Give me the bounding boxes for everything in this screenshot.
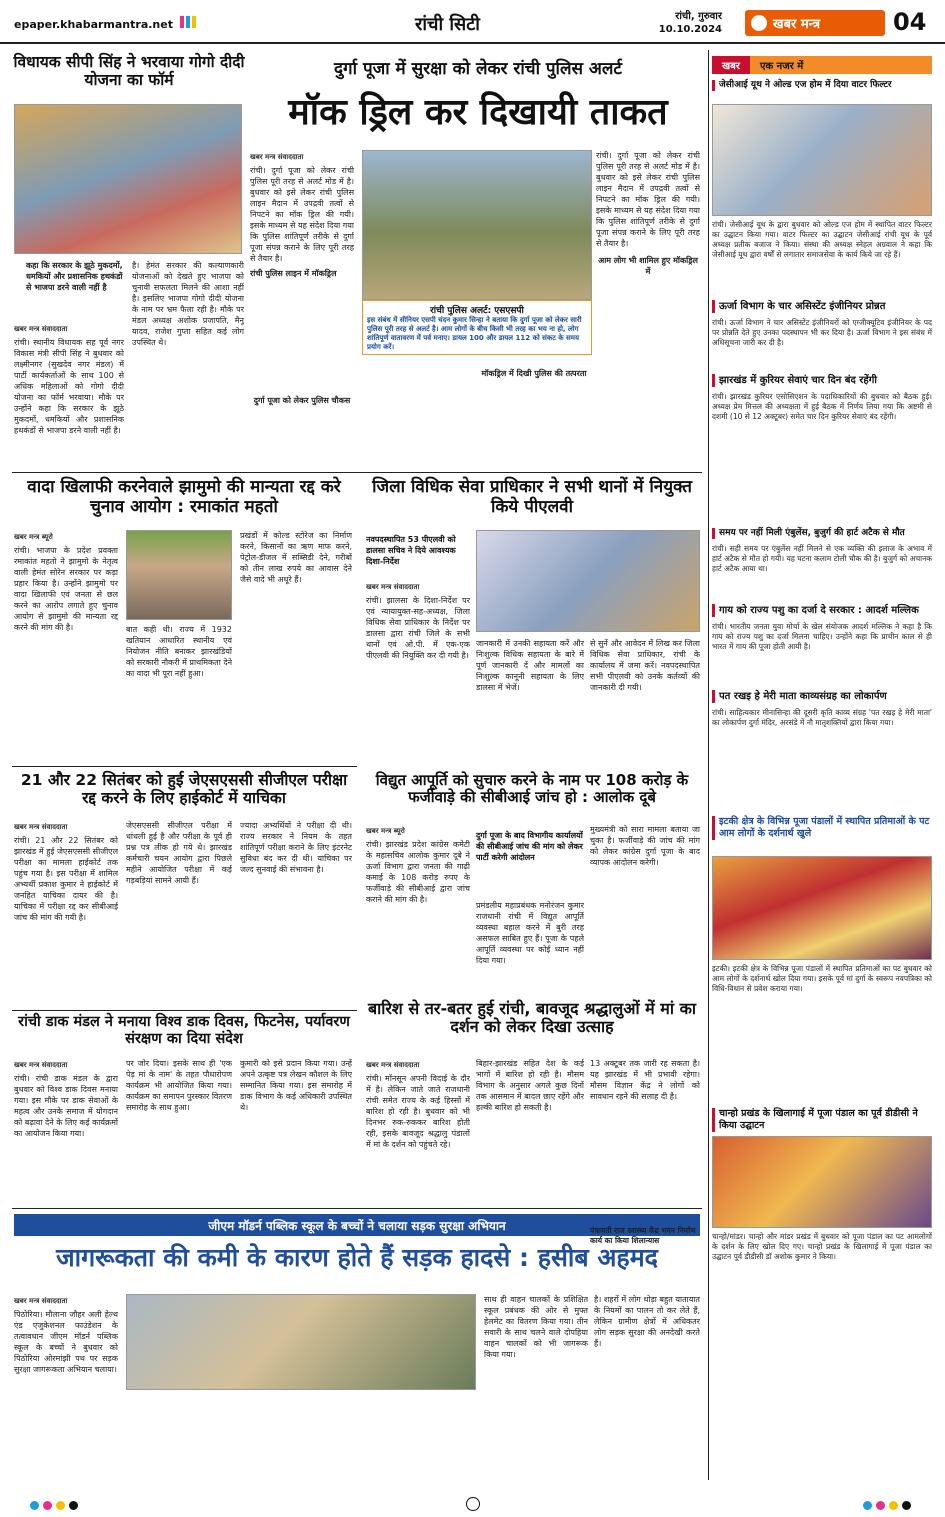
byline: खबर मन्त्र संवाददाता bbox=[250, 153, 304, 161]
news-courier-text: रांची। झारखंड कुरियर एसोसिएशन के पदाधिकारियों की बुधवार को बैठक हुई। अध्यक्ष प्रेम मित्तल की अध्यक्षता में हुई बैठक में निर्णय लिया गया कि अष्टमी से दशमी (10 से 12 अक्टूबर) समेत चार दिन कुरियर सेवाएं बंद रहेंगी। bbox=[712, 392, 932, 421]
headline-pilvi: जिला विधिक सेवा प्राधिकार ने सभी थानों में नियुक्त किये पीएलवी bbox=[372, 477, 692, 517]
news-kavya-title: पत रखइ हे मेरी माता काव्यसंग्रह का लोकार्पण bbox=[712, 690, 932, 703]
bijli-col1 bbox=[366, 824, 470, 905]
news-ambulance-title: समय पर नहीं मिली एंबुलेंस, बुजुर्ग की हार्ट अटैक से मौत bbox=[712, 528, 932, 539]
date: 10.10.2024 bbox=[658, 24, 722, 35]
body-text: रांची। झारखंड प्रदेश कांग्रेस कमेटी के महासचिव आलोक कुमार दूबे ने ऊर्जा विभाग द्वारा जनता की गाढ़ी कमाई के 108 करोड़ रुपए के फर्जीवाड़े की सीबीआई द्वारा जांच कराने की मांग की है। bbox=[366, 840, 470, 904]
registration-mark-icon bbox=[466, 1497, 480, 1511]
body-text: पिठोरिया। मौलाना जौहर अली हेल्थ एंड एजुकेशनल फाउंडेशन के तत्वावधान जीएम मॉडर्न पब्लिक स्कूल के बच्चों ने बुधवार को पिठोरिया ओरमांझी पथ पर सड़क सुरक्षा जागरूकता अभियान चलाया। bbox=[14, 1310, 118, 1374]
column-divider bbox=[708, 50, 709, 1480]
body-text: रांची। स्थानीय विधायक सह पूर्व नगर विकास मंत्री सीपी सिंह ने बुधवार को लक्ष्मीनगर (सुखदेव नगर मंडल) में पार्टी कार्यकर्ताओं के साथ 100 से अधिक महिलाओं को गोगो दीदी योजना का फॉर्म भरवाया। मौके पर उन्होंने कहा कि सरकार के झूठे मुकदमों, धमकियों और प्रशासनिक हथकंडों से भाजपा डरने वाली नहीं है। bbox=[14, 338, 124, 435]
bijli-col2: प्रमंडलीय महाप्रबंधक मनोरंजन कुमार राजधानी रांची में विद्युत आपूर्ति व्यवस्था बहाल करने में बुरी तरह असफल साबित हुए हैं। पूजा के पहले आपूर्ति व्यवस्था पर कोई ध्यान नहीं दिया गया। bbox=[476, 901, 584, 965]
main-col4 bbox=[596, 150, 700, 277]
news-courier-title: झारखंड में कुरियर सेवाएं चार दिन बंद रहेंगी bbox=[712, 374, 932, 387]
color-registration-right bbox=[863, 1495, 915, 1514]
news-gaay-title: गाय को राज्य पशु का दर्जा दे सरकार : आदर्श मल्लिक bbox=[712, 604, 932, 617]
headline-jssc: 21 और 22 सितंबर को हुई जेएसएससी सीजीएल परीक्षा रद्द करने के लिए हाईकोर्ट में याचिका bbox=[20, 771, 348, 807]
divider bbox=[12, 766, 357, 767]
sadak-col2: साथ ही वाहन चालकों के प्रशिक्षित स्कूल प्रबंधक की ओर से मुफ्त हेलमेट का वितरण किया गया। तीन सवारी के साथ चलने वाले दोपहिया वाहन चालकों को भी जागरूक किया गया। bbox=[484, 1295, 588, 1359]
right-header bbox=[712, 56, 932, 74]
city-day: रांची, गुरुवार bbox=[675, 11, 722, 22]
body-text: रांची। रांची डाक मंडल के द्वारा बुधवार को विश्व डाक दिवस मनाया गया। इस मौके पर डाक सेवाओं के महत्व और उनके समाज में योगदान को बढ़ावा देने के लिए कई कार्यक्रमों का आयोजन किया गया। bbox=[14, 1074, 118, 1138]
news-gaay-text: रांची। भारतीय जनता युवा मोर्चा के खेल संयोजक आदर्श मल्लिक ने कहा है कि गाय को राज्य पशु का दर्जा मिलना चाहिए। उन्होंने कहा कि प्राचीन काल से ही भारत में गाय की पूजा होती आयी है। bbox=[712, 622, 932, 651]
divider bbox=[12, 1010, 357, 1011]
news-jci-title: जेसीआई यूथ ने ओल्ड एज होम में दिया वाटर फिल्टर bbox=[712, 80, 932, 91]
kicker: जीएम मॉडर्न पब्लिक स्कूल के बच्चों ने चलाया सड़क सुरक्षा अभियान bbox=[208, 1218, 506, 1233]
photo-ramakant-mahto bbox=[126, 530, 232, 620]
byline: खबर मन्त्र संवाददाता bbox=[14, 325, 68, 333]
pilvi-col3: से सुनें और आवेदन में लिख कर जिला विधिक सेवा प्राधिकार, रांची के कार्यालय में जमा करें। नवपदस्थापित सभी पीएलवी को उनके कर्तव्यों की जानकारी दी गयी। bbox=[590, 639, 700, 692]
article-cp-singh bbox=[12, 54, 246, 90]
zamumo-col2: बात कही थी। राज्य में 1932 खतियान आधारित स्थानीय एवं नियोजन नीति बनाकर झारखंडियों को सरकारी नौकरी में प्राथमिकता देने का वादा भी पूरा नहीं हुआ। bbox=[126, 625, 232, 678]
news-ambulance-text: रांची। सही समय पर एंबुलेंस नहीं मिलने से एक व्यक्ति की इलाज के अभाव में हार्ट अटैक से मौत हो गयी। यह घटना कलाम टोली चौक की है। बुजुर्ग को अचानक हार्ट अटैक आया था। bbox=[712, 544, 932, 573]
photo-cp-singh bbox=[14, 104, 242, 254]
zamumo-col3: प्रखंडों में कोल्ड स्टोरेज का निर्माण करने, किसानों का ऋण माफ करने, पेट्रोल-डीजल में सब्सिडी देने, गरीबों को तीन लाख रुपये का आवास देने जैसे वादे भी अधूरे हैं। bbox=[240, 531, 352, 584]
news-itki-text: इटकी। इटकी क्षेत्र के विभिन्न पूजा पंडालों में स्थापित प्रतिमाओं का पट बुधवार को आम लोगों के दर्शनार्थ खोल दिया गया। इसके पूर्व मां दुर्गा के स्वरूप नवपत्रिका को विधि-विधान से प्रवेश कराया गया। bbox=[712, 964, 932, 993]
barish-col2: बिहार-झारखंड सहित देश के कई भागों में बारिश हो रही है। मौसम विभाग के अनुसार अगले कुछ दिनों तक आसमान में बादल छाए रहेंगे और हल्की बारिश हो सकती है। bbox=[476, 1059, 584, 1112]
color-registration-left bbox=[30, 1495, 82, 1514]
body-text: रांची। दुर्गा पूजा को लेकर रांची पुलिस पूरी तरह से अलर्ट मोड में है। बुधवार को इसे लेकर रांची पुलिस लाइन मैदान में उपद्रवी तत्वों से निपटने का मॉक ड्रिल की गयी। इसके माध्यम से यह संदेश दिया गया कि पुलिस शांतिपूर्ण तरीके से दुर्गा पूजा संपन्न कराने के लिए पूरी तरह से तैयार है। bbox=[596, 151, 700, 248]
color-dots bbox=[180, 16, 196, 30]
photo-mock-drill bbox=[362, 150, 592, 300]
divider bbox=[12, 1208, 702, 1209]
divider bbox=[12, 472, 702, 473]
dak-col1 bbox=[14, 1058, 118, 1139]
photo-caption-box bbox=[362, 300, 592, 355]
dak-col2: पर जोर दिया। इसके साथ ही 'एक पेड़ मां के नाम' के तहत पौधारोपण कार्यक्रम भी आयोजित किया गया। कार्यक्रम का समापन पुरस्कार वितरण समारोह के साथ हुआ। bbox=[126, 1059, 232, 1112]
photo-itki-pandal bbox=[712, 856, 932, 960]
photo-pilvi bbox=[476, 530, 700, 632]
headline-dak: रांची डाक मंडल ने मनाया विश्व डाक दिवस, फिटनेस, पर्यावरण संरक्षण का दिया संदेश bbox=[18, 1014, 350, 1047]
bijli-col3: मुख्यमंत्री को सारा मामला बताया जा चुका है। फर्जीवाड़े की जांच की मांग को लेकर कांग्रेस दुर्गा पूजा के बाद व्यापक आंदोलन करेगी। bbox=[590, 825, 700, 867]
caption-title: रांची पुलिस अलर्ट: एसएसपी bbox=[430, 306, 524, 316]
pilvi-col2: जानकारी में उनकी सहायता करें और निःशुल्क विधिक सहायता के बारे में पूर्ण जानकारी दें और मामलों का निःशुल्क कानूनी सहायता के लिए डालसा में भेजें। bbox=[476, 639, 584, 692]
news-swasthya-title: पंचायती राज स्वास्थ्य केंद्र भवन निर्माण कार्य का किया शिलान्यास bbox=[590, 1226, 696, 1245]
brand-logo-icon bbox=[751, 15, 767, 31]
sadak-col1 bbox=[14, 1294, 118, 1375]
khabar-tag: खबर bbox=[712, 56, 750, 74]
subhead: आम लोग भी शामिल हुए मॉकड्रिल में bbox=[598, 256, 698, 276]
news-jci-text: रांची। जेसीआई यूथ के द्वारा बुधवार को ओल्ड एज होम में स्थापित वाटर फिल्टर का उद्घाटन किया गया। वाटर फिल्टर का उद्घाटन जेसीआई रांची यूथ के पूर्व अध्यक्ष प्रतीक बजाज ने किया। संस्था की अध्यक्ष स्नेहल अग्रवाल ने कहा कि जेसीआई यूथ द्वारा वर्षों से लगातार समाजसेवा के कार्य किये जा रहे हैं। bbox=[712, 220, 932, 259]
headline: विधायक सीपी सिंह ने भरवाया गोगो दीदी योजना का फॉर्म bbox=[13, 53, 245, 89]
byline: खबर मन्त्र संवाददाता bbox=[366, 1061, 420, 1069]
byline: खबर मन्त्र संवाददाता bbox=[14, 1061, 68, 1069]
pilvi-col1 bbox=[366, 580, 470, 661]
zamumo-col1 bbox=[14, 530, 118, 633]
brand-box bbox=[745, 10, 885, 36]
byline: खबर मन्त्र ब्यूरो bbox=[14, 533, 53, 541]
jssc-col1 bbox=[14, 820, 118, 923]
headline-barish: बारिश से तर-बतर हुई रांची, बावजूद श्रद्धालुओं में मां का दर्शन को लेकर दिखा उत्साह bbox=[367, 999, 697, 1037]
news-kavya-text: रांची। साहित्यकार मीनासिन्हा की दूसरी कृति काव्य संग्रह 'पत रखइ हे मेरी माता' का लोकार्पण दुर्गा मंदिर, अरसंडे में नौ मातृशक्तियों द्वारा किया गया। bbox=[712, 708, 932, 727]
main-headline: मॉक ड्रिल कर दिखायी ताकत bbox=[288, 92, 668, 133]
site-url[interactable]: epaper.khabarmantra.net bbox=[14, 18, 173, 31]
main-kicker: दुर्गा पूजा में सुरक्षा को लेकर रांची पुलिस अलर्ट bbox=[334, 59, 622, 79]
body-text: रांची। मॉनसून अपनी विदाई के दौर में है। लेकिन जाते जाते राजधानी रांची समेत राज्य के कई हिस्सों में बारिश हो रही है। बुधवार को भी दिनभर रुक-रुककर बारिश होती रही, इसके बावजूद श्रद्धालु पंडालों में मां के दर्शन को पहुंचते रहे। bbox=[366, 1074, 470, 1149]
news-chanho-title: चान्हो प्रखंड के खिलागाई में पूजा पंडाल का पूर्व डीडीसी ने किया उद्घाटन bbox=[712, 1108, 932, 1132]
headline-sadak: जागरूकता की कमी के कारण होते हैं सड़क हादसे : हसीब अहमद bbox=[56, 1243, 658, 1272]
caption-pilvi: नवपदस्थापित 53 पीएलवी को डालसा सचिव ने दिये आवश्यक दिशा-निर्देश bbox=[366, 535, 456, 566]
body-text: रांची। 21 और 22 सितंबर को झारखंड में हुई जेएसएससी सीजीएल परीक्षा का मामला हाईकोर्ट तक पहुंच गया है। इस परीक्षा में शामिल अभ्यर्थी प्रकाश कुमार ने हाईकोर्ट में जनहित याचिका दायर की है। याचिका में परीक्षा रद्द कर सीबीआई जांच की मांग की गयी है। bbox=[14, 836, 118, 922]
jssc-col3: ज्यादा अभ्यर्थियों ने परीक्षा दी थी। राज्य सरकार ने नियम के तहत शांतिपूर्ण परीक्षा कराने के लिए इंटरनेट सुविधा बंद कर दी थी। याचिका पर जल्द सुनवाई की संभावना है। bbox=[240, 821, 352, 874]
subhead-police-chaukas: दुर्गा पूजा को लेकर पुलिस चौकस bbox=[253, 396, 351, 405]
news-chanho-text: चान्हो/मांडर। चान्हो और मांडर प्रखंड में बुधवार को पूजा पंडाल का पट आमलोगों के दर्शन के लिए खोल दिए गए। चान्हो प्रखंड के खिलागाई में पूजा पंडाल का उद्घाटन पूर्व डीडीसी डॉ अशोक कुमार ने किया। bbox=[712, 1232, 932, 1261]
headline-zamumo: वादा खिलाफी करनेवाले झामुमो की मान्यता रद्द करे चुनाव आयोग : रमाकांत महतो bbox=[27, 477, 341, 517]
byline: खबर मन्त्र संवाददाता bbox=[14, 823, 68, 831]
section-title: रांची सिटी bbox=[415, 14, 480, 35]
barish-col3: 13 अक्टूबर तक जारी रह सकता है। यह झारखंड में भी प्रभावी रहेगा। मौसम विज्ञान केंद्र ने लोगों को सावधान रहने की सलाह दी है। bbox=[590, 1059, 700, 1101]
subhead-tatparta: मॉकड्रिल में दिखी पुलिस की तत्परता bbox=[481, 369, 587, 378]
page-footer bbox=[0, 1494, 945, 1514]
body-text: रांची। भाजपा के प्रदेश प्रवक्ता रमाकांत महतो ने झामुमो के नेतृत्व वाली हेमंत सोरेन सरकार पर कड़ा प्रहार किया है। उन्होंने झामुमो पर वादा खिलाफी एवं जनता से छल करने का आरोप लगाते हुए चुनाव आयोग से झामुमो की मान्यता रद्द करने की मांग की है। bbox=[14, 546, 118, 632]
byline: खबर मन्त्र संवाददाता bbox=[366, 583, 420, 591]
body-text: रांची। दुर्गा पूजा को लेकर रांची पुलिस पूरी तरह से अलर्ट मोड में है। बुधवार को इसे लेकर रांची पुलिस लाइन मैदान में उपद्रवी तत्वों से निपटने का मॉक ड्रिल की गयी। इसके माध्यम से यह संदेश दिया गया कि पुलिस शांतिपूर्ण तरीके से दुर्गा पूजा संपन्न कराने के लिए पूरी तरह से तैयार है। bbox=[250, 166, 354, 263]
body-text: रांची। झालसा के दिशा-निर्देश पर एवं न्यायायुक्त-सह-अध्यक्ष, जिला विधिक सेवा प्राधिकार के निर्देश पर डालसा द्वारा रांची जिले के सभी थानों एवं ओ.पी. में एक-एक पीएलवी की नियुक्ति कर दी गयी है। bbox=[366, 596, 470, 660]
body-cp-singh-col2: है। हेमंत सरकार की कल्याणकारी योजनाओं को देखते हुए भाजपा को चुनावी सफलता मिलने की आशा नहीं है। इसलिए भाजपा गोगो दीदी योजना के नाम पर भ्रम फैला रही है। मौके पर मंडल अध्यक्ष अशोक प्रजापति, मैनू यादव, राजेश गुप्ता सहित कई लोग उपस्थित थे। bbox=[132, 261, 244, 347]
byline: खबर मन्त्र ब्यूरो bbox=[366, 827, 405, 835]
caption-text: इस संबंध में सीनियर एसपी चंदन कुमार सिन्हा ने बताया कि दुर्गा पूजा को लेकर सारी पुलिस पूरी तरह से अलर्ट है। आम लोगों के बीच किसी भी तरह का भय ना हो, लोग शांतिपूर्ण वातावरण में पर्व मनाए। डायल 100 और डायल 112 को संकट के समय प्रयोग करें। bbox=[367, 316, 582, 351]
page-header bbox=[0, 0, 945, 44]
photo-sadak bbox=[126, 1294, 476, 1390]
page-number: 04 bbox=[893, 8, 927, 36]
subhead: रांची पुलिस लाइन में मॉकड्रिल bbox=[250, 269, 337, 278]
news-urja-title: ऊर्जा विभाग के चार असिस्टेंट इंजीनियर प्रोन्नत bbox=[712, 300, 932, 313]
caption-bijli: दुर्गा पूजा के बाद विभागीय कार्यालयों की सीबीआई जांच की मांग को लेकर पार्टी करेगी आंदोलन bbox=[476, 831, 583, 862]
body-cp-singh bbox=[14, 322, 124, 436]
sadak-col3: है। शहरों में लोग थोड़ा बहुत यातायात के नियमों का पालन तो कर लेते हैं, लेकिन ग्रामीण क्षेत्रों में अधिकतर लोग सड़क सुरक्षा की अनदेखी करते हैं। bbox=[594, 1295, 700, 1348]
brand-name: खबर मन्त्र bbox=[773, 17, 821, 32]
photo-jci bbox=[712, 104, 932, 216]
main-col1 bbox=[250, 150, 354, 279]
news-urja-text: रांची। ऊर्जा विभाग ने चार असिस्टेंट इंजीनियरों को एग्जीक्यूटिव इंजीनियर के पद पर प्रोन्नति देते हुए उनका पदस्थापन भी कर दिया है। ऊर्जा विभाग ने इस संबंध में अधिसूचना जारी कर दी है। bbox=[712, 318, 932, 347]
headline-bijli: विद्युत आपूर्ति को सुचारु करने के नाम पर 108 करोड़ के फर्जीवाड़े की सीबीआई जांच हो : आलोक दूबे bbox=[375, 771, 689, 807]
dak-col3: कुमारी को इसे प्रदान किया गया। उन्हें अपने उत्कृष्ट पत्र लेखन कौशल के लिए सम्मानित किया गया। इस समारोह में डाक विभाग के कई अधिकारी उपस्थित थे। bbox=[240, 1059, 352, 1112]
jssc-col2: जेएसएससी सीजीएल परीक्षा में धांधली हुई है और परीक्षा के पूर्व ही प्रश्न पत्र लीक हो गये थे। झारखंड कर्मचारी चयन आयोग द्वारा पिछले महीने आयोजित परीक्षा में कई गड़बड़ियां सामने आयी हैं। bbox=[126, 821, 232, 885]
news-itki-title: इटकी क्षेत्र के विभिन्न पूजा पंडालों में स्थापित प्रतिमाओं के पट आम लोगों के दर्शनार्थ खुले bbox=[712, 816, 932, 840]
byline: खबर मन्त्र संवाददाता bbox=[14, 1297, 68, 1305]
barish-col1 bbox=[366, 1058, 470, 1150]
caption-cp-singh: कहा कि सरकार के झूठे मुकदमों, धमकियों और प्रशासनिक हथकंडों से भाजपा डरने वाली नहीं है bbox=[26, 261, 123, 292]
ek-nazar-tag: एक नजर में bbox=[750, 56, 932, 74]
photo-chanho bbox=[712, 1136, 932, 1228]
